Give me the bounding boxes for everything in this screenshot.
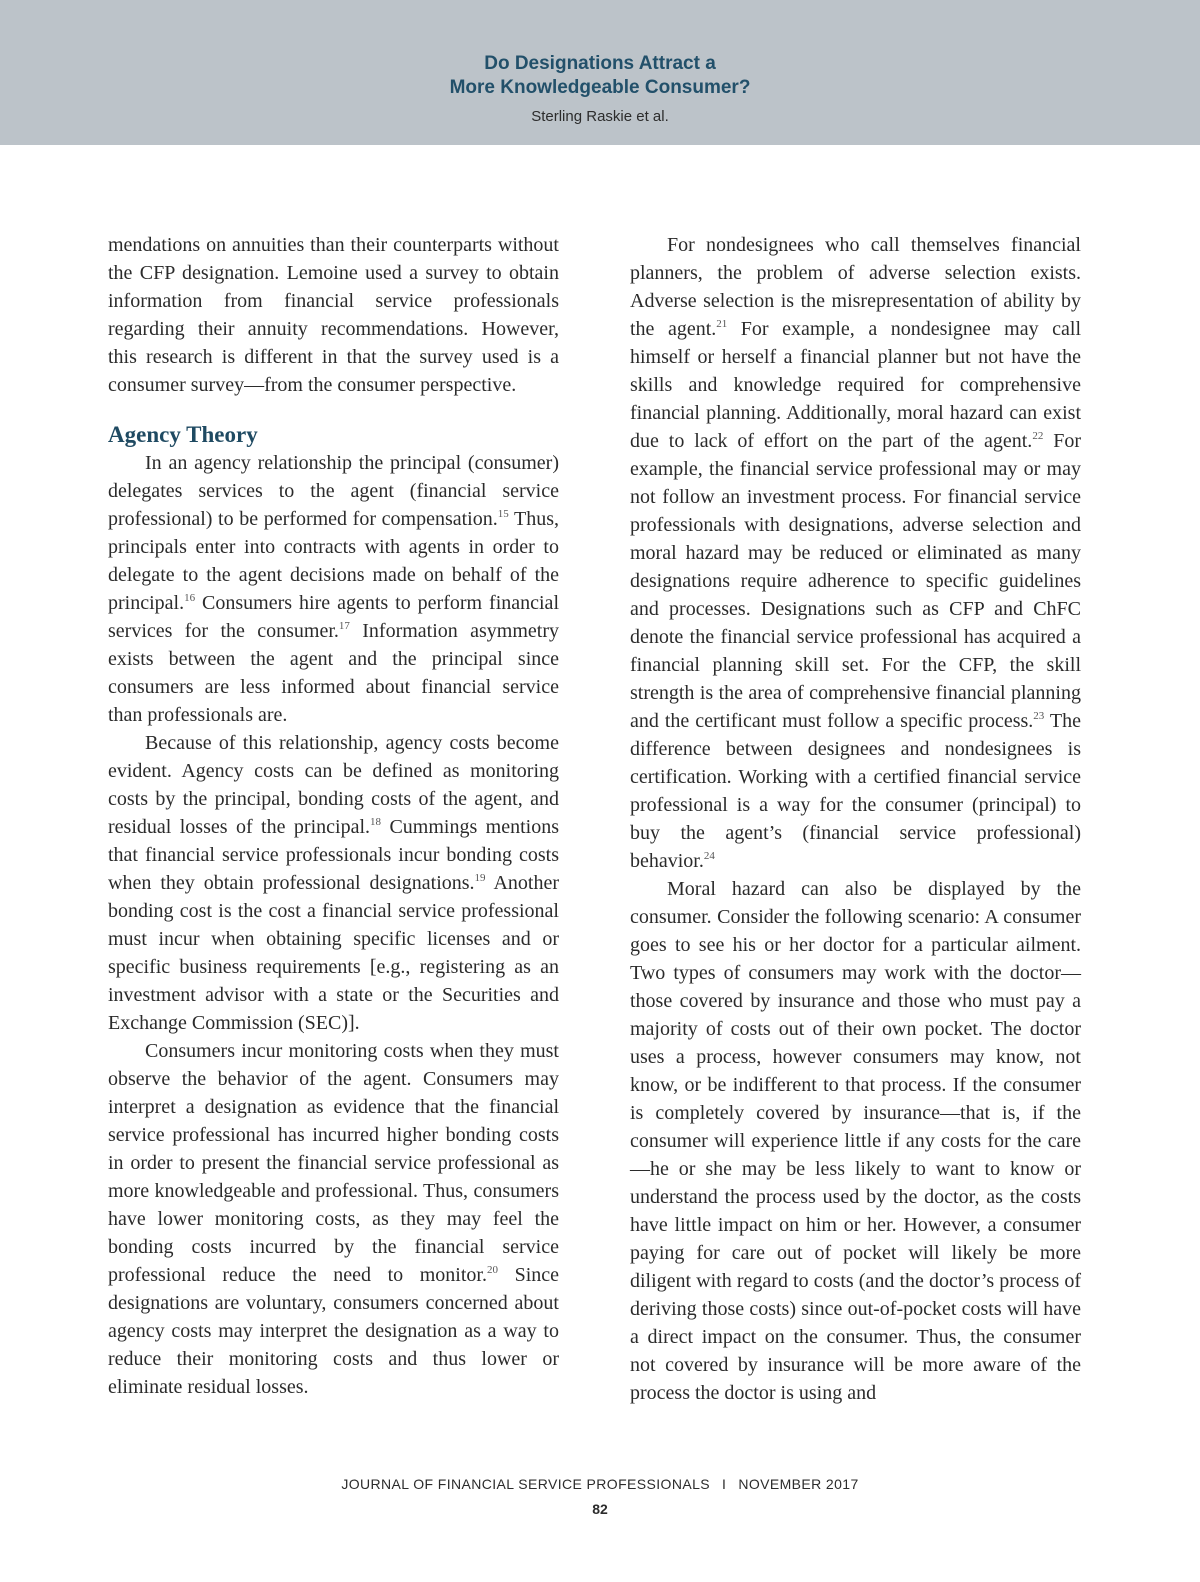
text-run: Thus, principals enter into contracts with agents in order to delegate to the agent decisions made on behalf of the principal.	[108, 508, 560, 614]
paragraph-continued: mendations on annuities than their counterparts without the CFP designation. Lemoine used a survey to obtain information from financial service professionals regarding their annuity recommendations. However, this research is different in that the survey used is a consumer survey—from the consumer perspective.	[108, 234, 559, 396]
footnote-ref-19[interactable]: 19	[474, 872, 486, 884]
footnote-ref-16[interactable]: 16	[184, 592, 196, 604]
paragraph-agency-costs	[108, 729, 559, 1037]
paragraph-agency-relationship	[108, 449, 559, 729]
paragraph-adverse-selection	[630, 231, 1081, 875]
text-run: Another bonding cost is the cost a financial service professional must incur when obtaining specific licenses and or specific business requirements [e.g., registering as an investment advisor with a state or the Securities and Exchange Commission (SEC)].	[108, 872, 559, 1034]
section-heading-agency-theory: Agency Theory	[108, 422, 258, 447]
header-title-line-1: Do Designations Attract a	[484, 53, 716, 74]
text-run: Consumers incur monitoring costs when they must observe the behavior of the agent. Consumers may interpret a designation as evidence that the financial service professional has incurred higher bonding costs in order to present the financial service professional as more knowledgeable and professional. Thus, consumers have lower monitoring costs, as they may feel the bonding costs incurred by the financial service professional reduce the need to monitor.	[108, 1040, 559, 1286]
text-run: For example, the financial service professional may or may not follow an investment process. For financial service professionals with designations, adverse selection and moral hazard may be reduced or eliminated as many designations require adherence to specific guidelines and processes. Designations such as CFP and ChFC denote the financial service professional has acquired a financial planning skill set. For the CFP, the skill strength is the area of comprehensive financial planning and the certificant must follow a specific process.	[630, 430, 1081, 732]
footnote-ref-20[interactable]: 20	[486, 1264, 498, 1276]
footnote-ref-24[interactable]: 24	[703, 850, 715, 862]
footnote-ref-18[interactable]: 18	[370, 816, 382, 828]
footnote-ref-21[interactable]: 21	[716, 318, 728, 330]
header-author: Sterling Raskie et al.	[531, 108, 669, 125]
right-column	[630, 231, 1081, 1407]
text-run: Cummings mentions that financial service professionals incur bonding costs when they obtain professional designations.	[108, 816, 560, 894]
text-run: Consumers hire agents to perform financial services for the consumer.	[108, 592, 559, 642]
page-footer	[0, 1475, 1200, 1518]
footnote-ref-17[interactable]: 17	[338, 620, 350, 632]
text-run: Information asymmetry exists between the agent and the principal since consumers are less informed about financial service than professionals are.	[108, 620, 559, 726]
header-title-line-2: More Knowledgeable Consumer?	[449, 77, 751, 98]
paragraph-moral-hazard: Moral hazard can also be displayed by the consumer. Consider the following scenario: A consumer goes to see his or her doctor for a particular ailment. Two types of consumers may work with the doctor—those covered by insurance and those who must pay a majority of costs out of their own pocket. The doctor uses a process, however consumers may know, not know, or be indifferent to that process. If the consumer is completely covered by insurance—that is, if the consumer will experience little if any costs for the care—he or she may be less likely to want to know or understand the process used by the doctor, as the costs have little impact on him or her. However, a consumer paying for care out of pocket will likely be more diligent with regard to costs (and the doctor’s process of deriving those costs) since out-of-pocket costs will have a direct impact on the consumer. Thus, the consumer not covered by insurance will be more aware of the process the doctor is using and	[630, 878, 1081, 1404]
text-run: For example, a nondesignee may call himself or herself a financial planner but not have the skills and knowledge required for comprehensive financial planning. Additionally, moral hazard can exist due to lack of effort on the part of the agent.	[630, 318, 1081, 452]
footer-issue-date: NOVEMBER 2017	[738, 1476, 859, 1492]
left-column	[108, 231, 559, 1401]
footer-separator: I	[722, 1476, 727, 1492]
footer-journal-line	[0, 1475, 1200, 1493]
text-run: In an agency relationship the principal (consumer) delegates services to the agent (financial service professional) to be performed for compensation.	[108, 452, 559, 530]
page-number: 82	[592, 1501, 608, 1517]
paragraph-monitoring-costs	[108, 1037, 559, 1401]
text-run: Since designations are voluntary, consumers concerned about agency costs may interpret the designation as a way to reduce their monitoring costs and thus lower or eliminate residual losses.	[108, 1264, 560, 1398]
footnote-ref-23[interactable]: 23	[1033, 710, 1045, 722]
header-title	[0, 52, 1200, 100]
footnote-ref-22[interactable]: 22	[1032, 430, 1044, 442]
footer-journal-name: JOURNAL OF FINANCIAL SERVICE PROFESSIONALS	[341, 1476, 711, 1492]
text-run: The difference between designees and nondesignees is certification. Working with a certified financial service professional is a way for the consumer (principal) to buy the agent’s (financial service professional) behavior.	[630, 710, 1081, 872]
footnote-ref-15[interactable]: 15	[497, 508, 509, 520]
text-run: For nondesignees who call themselves financial planners, the problem of adverse selection exists. Adverse selection is the misrepresentation of ability by the agent.	[630, 234, 1081, 340]
text-run: Because of this relationship, agency costs become evident. Agency costs can be defined as monitoring costs by the principal, bonding costs of the agent, and residual losses of the principal.	[108, 732, 559, 838]
running-header	[0, 0, 1200, 145]
